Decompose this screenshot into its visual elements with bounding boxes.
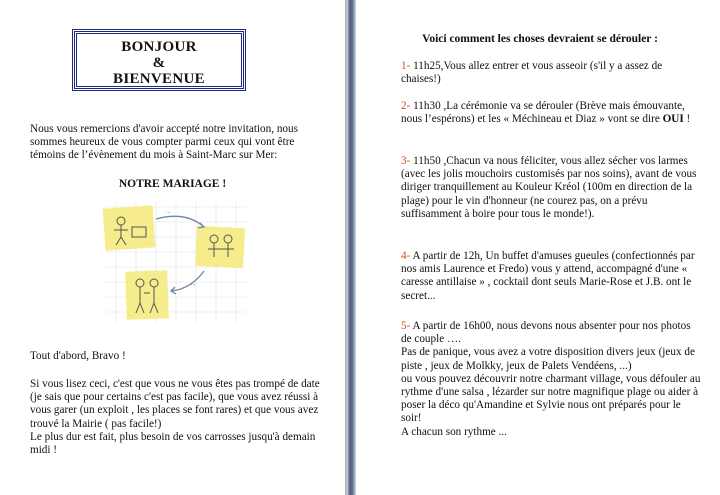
wedding-sketch-notes-icon: [96, 197, 256, 327]
intro-paragraph: Nous vous remercions d'avoir accepté notre invitation, nous sommes heureux de vous compter parmi ceux qui vont être témoins de l’évènement du mois à Saint-Marc sur Mer:: [30, 123, 298, 162]
step-number: 5-: [401, 320, 411, 332]
step-number: 3-: [401, 155, 411, 167]
page-divider: [345, 0, 356, 495]
schedule-heading: Voici comment les choses devraient se dérouler :: [422, 33, 658, 45]
svg-text:...: ...: [191, 281, 196, 287]
step-text-end: !: [683, 113, 691, 126]
title-box: [74, 31, 244, 89]
right-page: [356, 0, 720, 495]
step-2: [401, 100, 701, 126]
step-text: A partir de 12h, Un buffet d'amuses gueules (confectionnés par nos amis Laurence et Fredo) vous y attend, accompagné d'une « caresse antillaise » , cocktail dont seuls Marie-Rose et J.B. ont le secret...: [401, 250, 695, 302]
step-text: 11h30 ,La cérémonie va se dérouler (Brève mais émouvante, nous l’espérons) et les « Méchineau et Diaz » vont se dire: [401, 100, 685, 126]
title-line-1: BONJOUR: [121, 39, 197, 55]
step-number: 1-: [401, 60, 411, 72]
step-4: [401, 250, 701, 303]
step-1: [401, 60, 701, 86]
step-text: 11h25,Vous allez entrer et vous asseoir (s'il y a assez de chaises!): [401, 60, 663, 86]
subtitle: NOTRE MARIAGE !: [118, 178, 227, 190]
step-number: 2-: [401, 100, 411, 112]
title-line-3: BIENVENUE: [113, 71, 205, 87]
svg-text:...: ...: [166, 209, 171, 215]
step-3: [401, 155, 701, 221]
step-text-bold: OUI: [662, 113, 684, 126]
left-page: [0, 0, 345, 495]
step-5: [401, 320, 701, 439]
arrival-text: Si vous lisez ceci, c'est que vous ne vous êtes pas trompé de date (je sais que pour certains c'est pas facile), que vous avez réussi à vous garer (un exploit , les places se font rares) et que vous avez trouvé la Mairie ( pas facile!) Le plus dur est fait, plus besoin de vos carrosses jusqu'à demain midi !: [30, 378, 320, 457]
step-text: 11h50 ,Chacun va nous féliciter, vous allez sécher vos larmes (avec les jolis mouchoirs customisés par nos soins), avant de vous diriger tranquillement au Kouleur Kréol (100m en direction de la plage) pour le vin d'honneur (ne courez pas, on a prévu suffisamment à boire pour tous le monde!).: [401, 155, 697, 220]
title-line-2: &: [152, 55, 166, 71]
greeting: Tout d'abord, Bravo !: [30, 350, 126, 362]
step-number: 4-: [401, 250, 411, 262]
arrival-paragraph: [30, 378, 330, 457]
step-text: A partir de 16h00, nous devons nous absenter pour nos photos de couple …. Pas de panique, vous avez a votre disposition divers jeux (jeux de piste , jeux de Molkky, jeux de Palets Vendéens, ...) ou vous pouvez découvrir notre charmant village, vous défouler au rythme d'une salsa , lézarder sur notre magnifique plage ou aider à poser la déco qu'Amandine et Sylvie nous ont préparés pour le soir! A chacun son rythme ...: [401, 320, 701, 438]
